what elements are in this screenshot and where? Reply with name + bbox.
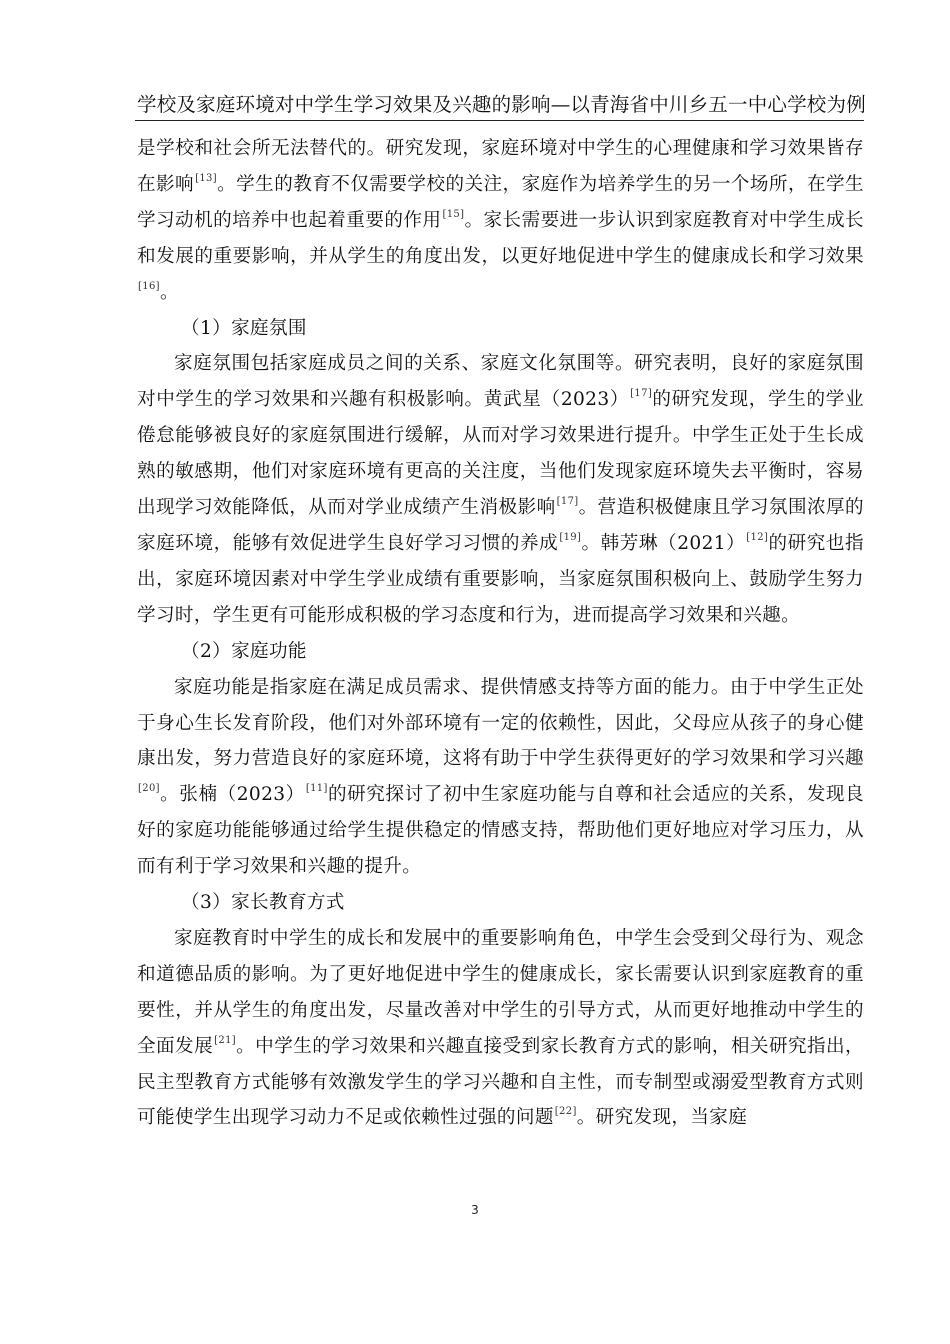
text-run: 。韩芳琳（2021） (581, 532, 746, 554)
text-run: （2）家庭功能 (181, 640, 307, 662)
text-run: 的研究也指出，家庭环境因素对中学生学业成绩有重要影响，当家庭氛围积极向上、鼓励学生努力学习时，学生更有可能形成积极的学习态度和行为，进而提高学习效果和兴趣。 (137, 532, 864, 626)
text-run: 的研究发现，学生的学业倦怠能够被良好的家庭氛围进行缓解，从而对学习效果进行提升。中学生正处于生长成熟的敏感期，他们对家庭环境有更高的关注度，当他们发现家庭环境失去平衡时，容易出现学习效能降低，从而对学业成绩产生消极影响 (137, 389, 864, 519)
text-run: 家庭教育时中学生的成长和发展中的重要影响角色，中学生会受到父母行为、观念和道德品质的影响。为了更好地促进中学生的健康成长，家长需要认识到家庭教育的重要性，并从学生的角度出发，尽量改善对中学生的引导方式，从而更好地推动中学生的全面发展 (137, 927, 864, 1057)
citation-ref: [20] (138, 783, 160, 795)
text-run: 。 (159, 281, 179, 303)
text-run: 家庭功能是指家庭在满足成员需求、提供情感支持等方面的能力。由于中学生正处于身心生长发育阶段，他们对外部环境有一定的依赖性，因此，父母应从孩子的身心健康出发，努力营造良好的家庭环境，这将有助于中学生获得更好的学习效果和学习兴趣 (137, 676, 864, 770)
citation-ref: [15] (442, 208, 465, 220)
text-run: 的研究探讨了初中生家庭功能与自尊和社会适应的关系，发现良好的家庭功能能够通过给学生提供稳定的情感支持，帮助他们更好地应对学习压力，从而有利于学习效果和兴趣的提升。 (137, 784, 864, 878)
citation-ref: [22] (554, 1106, 577, 1118)
citation-ref: [17] (630, 388, 653, 400)
text-run: 。学生的教育不仅需要学校的关注，家庭作为培养学生的另一个场所，在学生学习动机的培养中也起着重要的作用 (137, 173, 864, 231)
text-run: 。营造积极健康且学习氛围浓厚的家庭环境，能够有效促进学生良好学习习惯的养成 (137, 497, 864, 554)
section-heading (137, 311, 864, 347)
paragraph (137, 131, 864, 311)
text-run: （3）家长教育方式 (181, 892, 345, 914)
section-heading (137, 885, 864, 921)
citation-ref: [19] (559, 531, 582, 543)
citation-ref: [12] (746, 531, 769, 543)
running-header: 学校及家庭环境对中学生学习效果及兴趣的影响—以青海省中川乡五一中心学校为例 (137, 93, 866, 116)
citation-ref: [16] (138, 280, 160, 292)
citation-ref: [17] (556, 496, 579, 508)
text-run: 。张楠（2023） (159, 784, 305, 806)
paragraph (137, 670, 864, 885)
citation-ref: [11] (305, 783, 328, 795)
paragraph (137, 346, 864, 633)
text-run: 是学校和社会所无法替代的。研究发现，家庭环境对中学生的心理健康和学习效果皆存在影响 (137, 138, 864, 195)
text-run: （1）家庭氛围 (181, 317, 307, 339)
citation-ref: [21] (214, 1034, 237, 1046)
citation-ref: [13] (195, 172, 218, 184)
header-rule (135, 120, 864, 121)
body-text (137, 131, 864, 1136)
paragraph (137, 921, 864, 1136)
text-run: 家庭氛围包括家庭成员之间的关系、家庭文化氛围等。研究表明，良好的家庭氛围对中学生的学习效果和兴趣有积极影响。黄武星（2023） (137, 353, 864, 411)
text-run: 。中学生的学习效果和兴趣直接受到家长教育方式的影响，相关研究指出，民主型教育方式能够有效激发学生的学习兴趣和自主性，而专制型或溺爱型教育方式则可能使学生出现学习动力不足或依赖性过强的问题 (137, 1035, 864, 1129)
text-run: 。家长需要进一步认识到家庭教育对中学生成长和发展的重要影响，并从学生的角度出发，以更好地促进中学生的健康成长和学习效果 (137, 209, 864, 267)
text-run: 。研究发现，当家庭 (576, 1107, 748, 1129)
page-number: 3 (471, 1203, 479, 1217)
section-heading (137, 634, 864, 670)
